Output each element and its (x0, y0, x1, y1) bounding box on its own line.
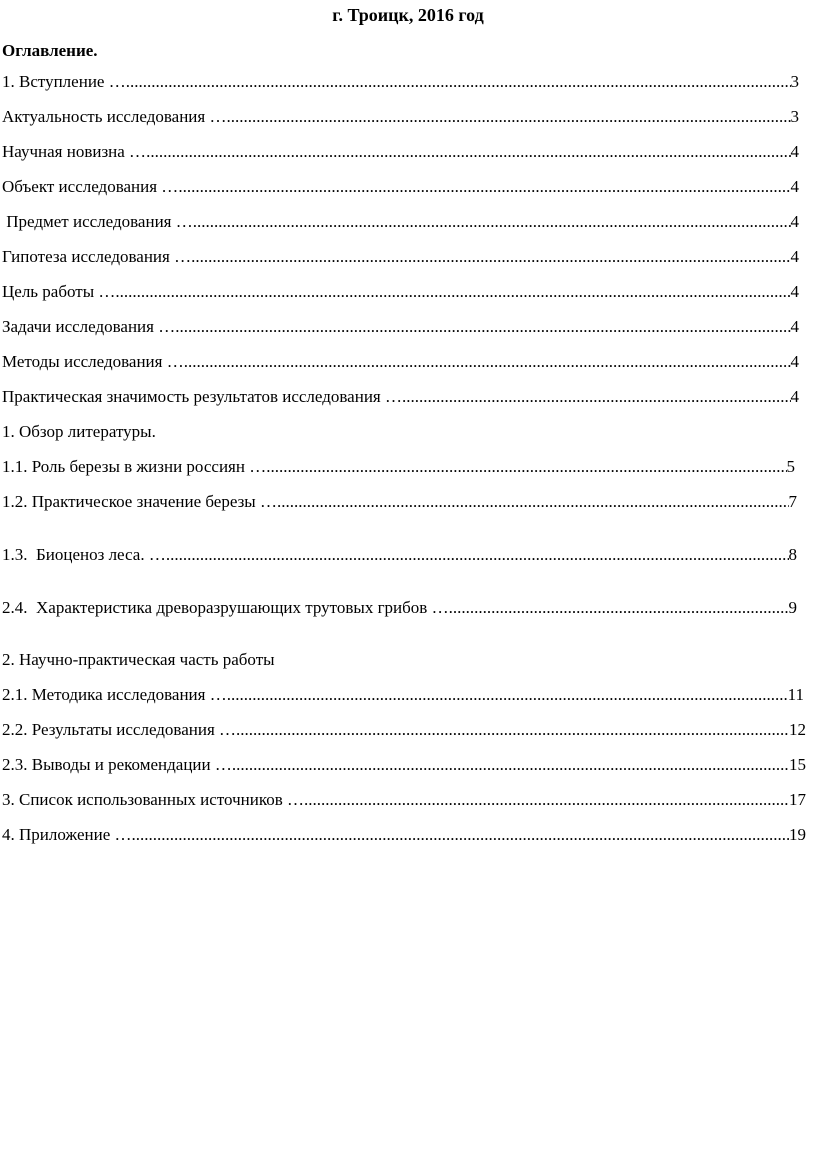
toc-leader-dots (227, 684, 788, 706)
toc-entry (2, 597, 797, 619)
toc-section-literature: 1. Обзор литературы. (2, 422, 156, 441)
toc-entry-page: 3 (790, 72, 799, 91)
toc-leader-dots (304, 789, 789, 811)
toc-entry-page: 4 (790, 142, 799, 161)
toc-entry-page: 11 (787, 685, 804, 704)
toc-entry-label: Объект исследования … (2, 177, 179, 196)
toc-entry-page: 4 (790, 282, 799, 301)
toc-leader-dots (166, 544, 789, 566)
toc-entry-label: Цель работы … (2, 282, 116, 301)
toc-entry (2, 491, 797, 513)
toc-entry (2, 824, 806, 846)
toc-entry-page: 4 (790, 317, 799, 336)
toc-entry (2, 71, 799, 93)
toc-entry (2, 386, 799, 408)
toc-leader-dots (402, 386, 791, 408)
toc-leader-dots (266, 456, 786, 478)
toc-entry-page: 15 (789, 755, 806, 774)
toc-entry-label: Практическая значимость результатов исследования … (2, 387, 402, 406)
toc-leader-dots (226, 106, 790, 128)
toc-leader-dots (193, 211, 791, 233)
toc-entry-label: Предмет исследования … (2, 212, 193, 231)
toc-leader-dots (277, 491, 789, 513)
toc-entry (2, 754, 806, 776)
toc-entry-page: 8 (788, 545, 797, 564)
toc-entry-page: 4 (790, 387, 799, 406)
toc-leader-dots (115, 281, 790, 303)
toc-entry (2, 719, 806, 741)
toc-entry (2, 246, 799, 268)
toc-leader-dots (132, 824, 790, 846)
toc-entry-label: 1.2. Практическое значение березы … (2, 492, 277, 511)
toc-title: Оглавление. (2, 41, 98, 60)
toc-entry-label: 2.3. Выводы и рекомендации … (2, 755, 232, 774)
toc-entry-label: 2.4. Характеристика древоразрушающих трутовых грибов … (2, 598, 449, 617)
toc-leader-dots (178, 176, 790, 198)
toc-entry-page: 12 (789, 720, 806, 739)
toc-entry-page: 4 (790, 212, 799, 231)
toc-leader-dots (126, 71, 791, 93)
toc-entry (2, 456, 795, 478)
toc-entry-page: 4 (790, 177, 799, 196)
toc-entry-page: 7 (788, 492, 797, 511)
toc-entry-label: Актуальность исследования … (2, 107, 227, 126)
toc-entry-page: 3 (790, 107, 799, 126)
toc-entry-label: 2.1. Методика исследования … (2, 685, 227, 704)
toc-entry (2, 176, 799, 198)
toc-entry-label: 1. Вступление … (2, 72, 126, 91)
toc-leader-dots (232, 754, 789, 776)
toc-entry (2, 141, 799, 163)
toc-section-practical: 2. Научно-практическая часть работы (2, 650, 275, 669)
toc-entry-label: 3. Список использованных источников … (2, 790, 304, 809)
toc-entry-label: 2.2. Результаты исследования … (2, 720, 237, 739)
toc-entry (2, 211, 799, 233)
toc-entry (2, 316, 799, 338)
toc-entry (2, 684, 804, 706)
toc-entry-label: 1.3. Биоценоз леса. … (2, 545, 166, 564)
toc-entry-page: 5 (786, 457, 795, 476)
toc-leader-dots (184, 351, 791, 373)
toc-entry-page: 9 (788, 598, 797, 617)
place-year-heading: г. Троицк, 2016 год (332, 5, 484, 25)
toc-leader-dots (146, 141, 790, 163)
toc-entry (2, 281, 799, 303)
toc-entry (2, 106, 799, 128)
toc-entry-label: Методы исследования … (2, 352, 184, 371)
toc-entry-page: 4 (790, 352, 799, 371)
toc-entry-page: 19 (789, 825, 806, 844)
toc-entry-label: Научная новизна … (2, 142, 147, 161)
toc-entry (2, 544, 797, 566)
toc-leader-dots (449, 597, 789, 619)
toc-entry (2, 789, 806, 811)
toc-entry-label: 4. Приложение … (2, 825, 132, 844)
toc-entry-label: Гипотеза исследования … (2, 247, 192, 266)
toc-entry-label: Задачи исследования … (2, 317, 176, 336)
toc-entry-page: 4 (790, 247, 799, 266)
toc-leader-dots (175, 316, 790, 338)
toc-entry-page: 17 (789, 790, 806, 809)
toc-leader-dots (236, 719, 789, 741)
toc-entry-label: 1.1. Роль березы в жизни россиян … (2, 457, 267, 476)
toc-entry (2, 351, 799, 373)
toc-leader-dots (191, 246, 790, 268)
